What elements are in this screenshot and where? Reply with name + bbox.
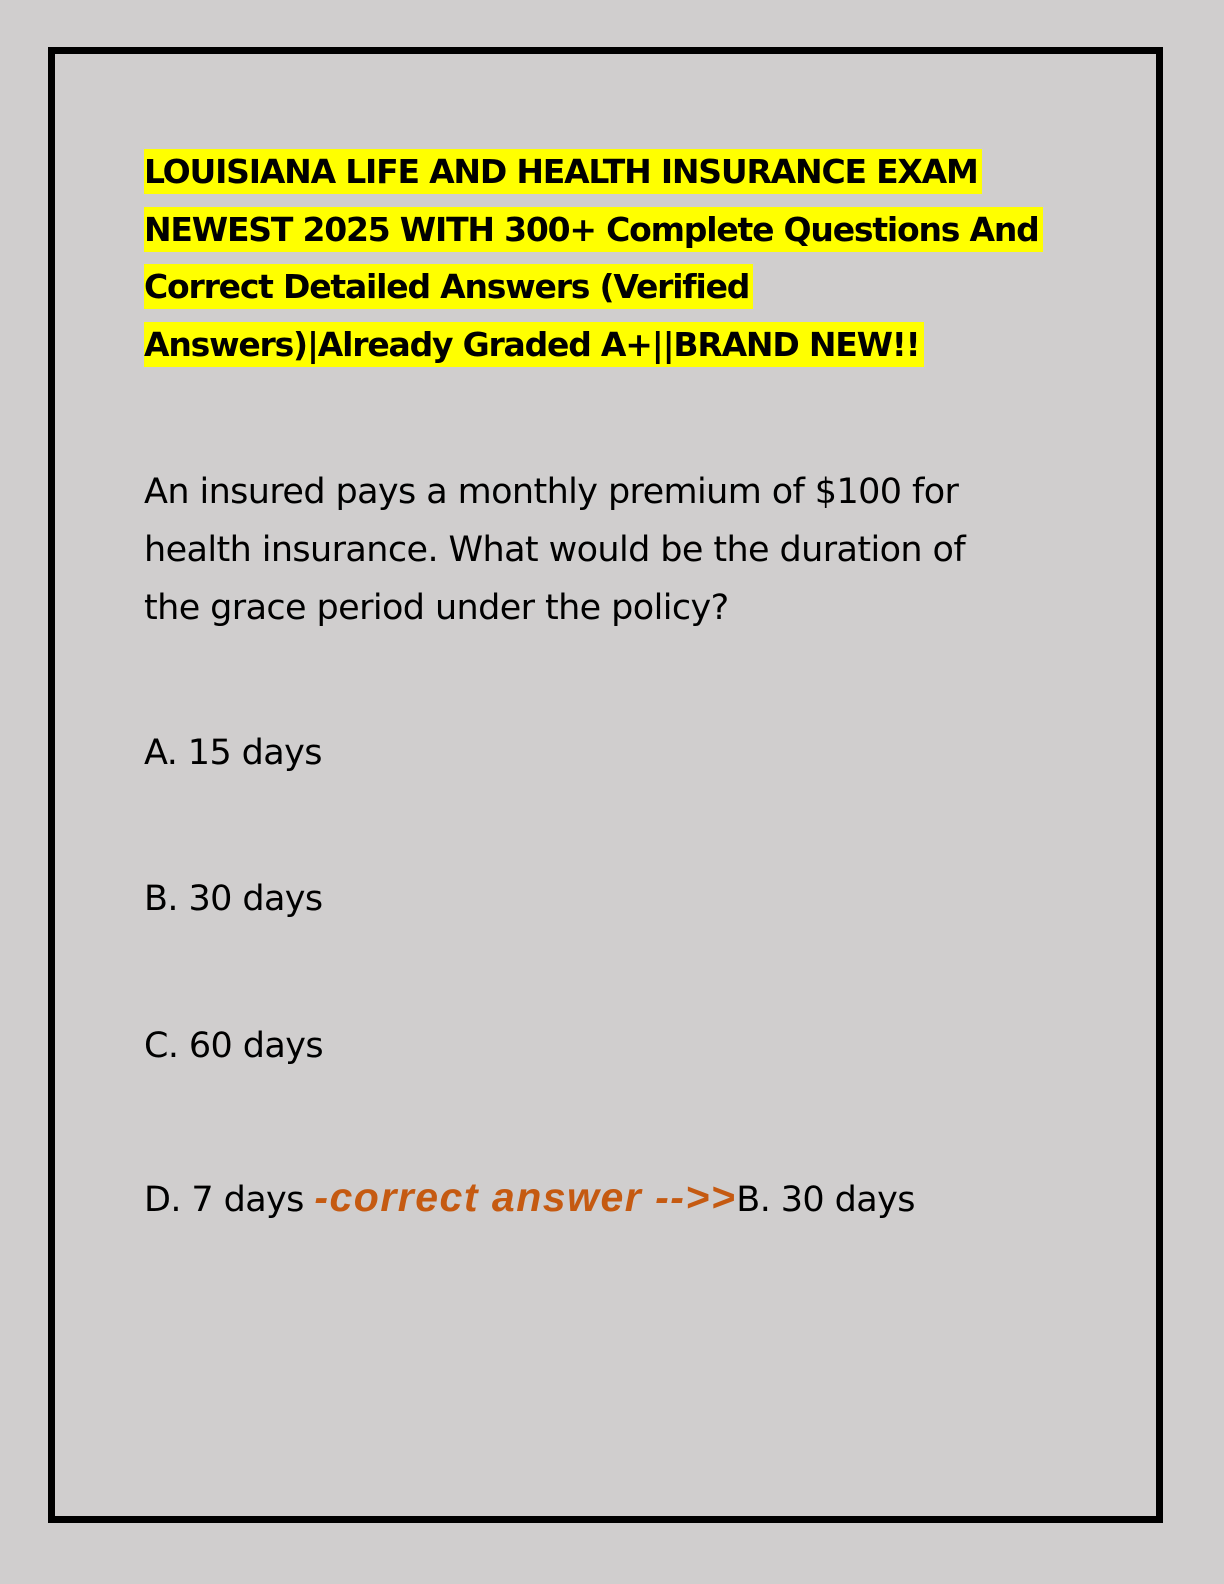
option-b: B. 30 days [144,879,323,919]
title-line-3: Correct Detailed Answers (Verified [144,264,753,309]
document-title [144,143,1084,373]
title-line-4: Answers)|Already Graded A+||BRAND NEW!! [144,322,924,367]
option-d: D. 7 days [144,1180,304,1220]
title-line-2: NEWEST 2025 WITH 300+ Complete Questions And [144,207,1043,252]
question-text [144,463,1104,637]
question-line-3: the grace period under the policy? [144,588,729,628]
option-a: A. 15 days [144,733,322,773]
option-d-line [144,1175,915,1222]
correct-answer-value: B. 30 days [736,1180,915,1220]
correct-answer-marker: -correct answer -->> [314,1174,737,1220]
option-c: C. 60 days [144,1026,323,1066]
title-line-1: LOUISIANA LIFE AND HEALTH INSURANCE EXAM [144,149,982,194]
question-line-1: An insured pays a monthly premium of $100 for [144,472,959,512]
question-line-2: health insurance. What would be the duration of [144,530,966,570]
